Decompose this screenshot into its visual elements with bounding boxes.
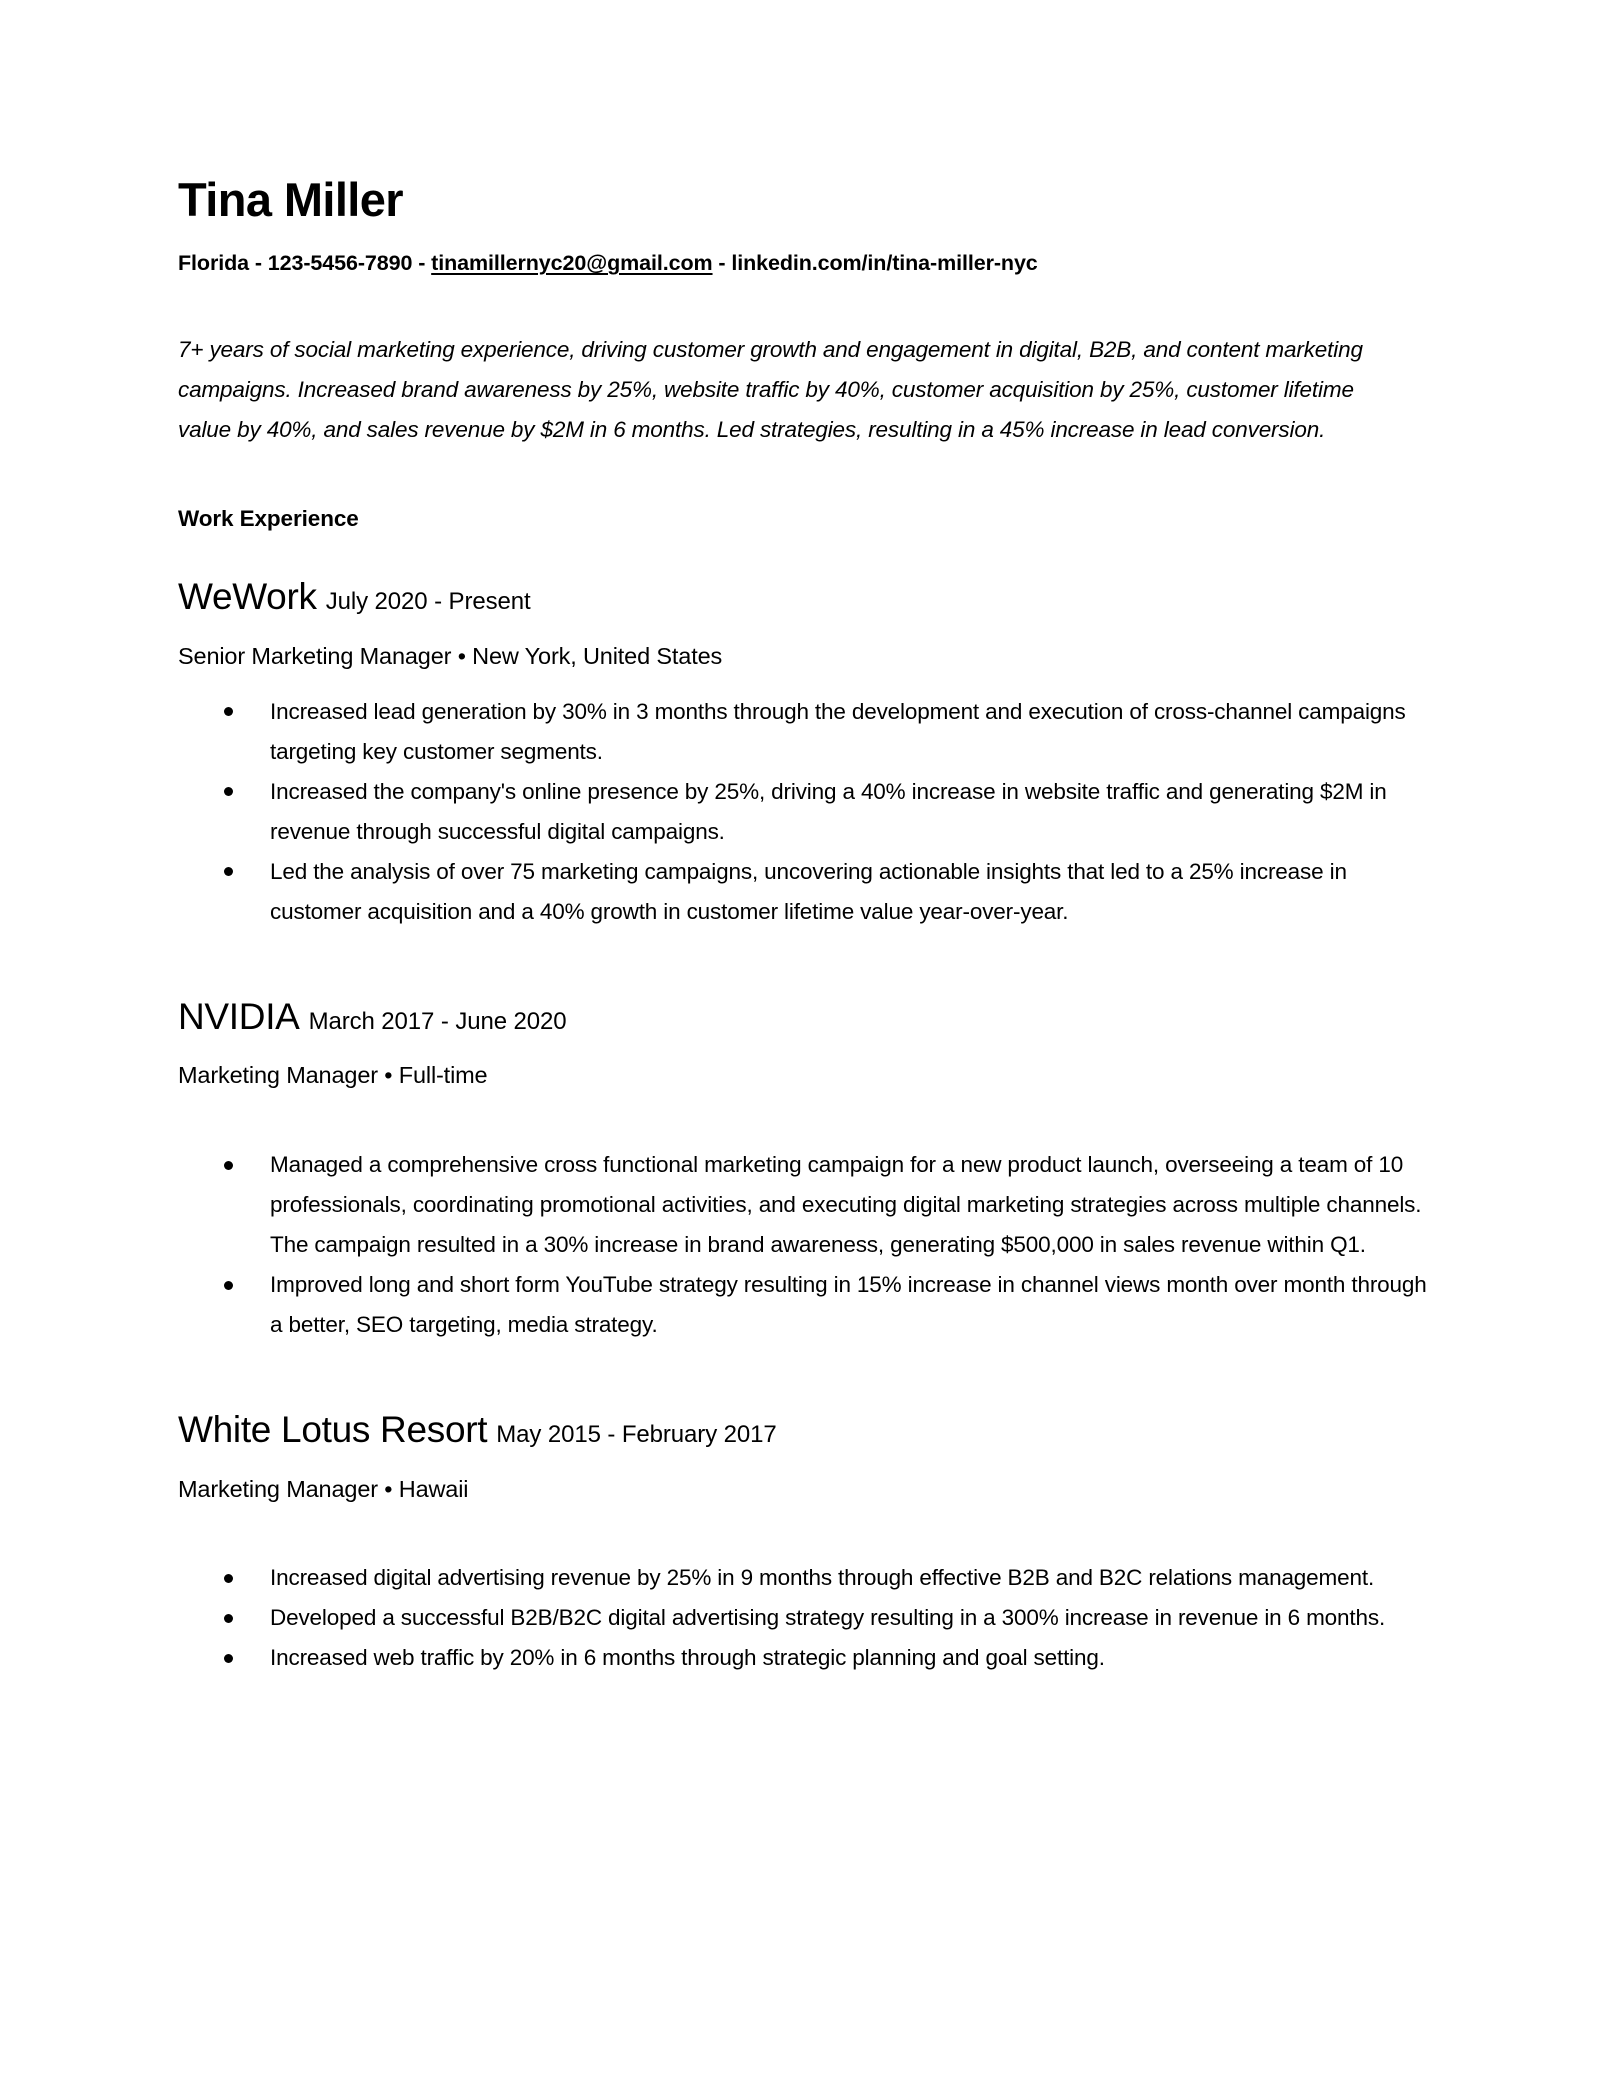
contact-line [178, 250, 1434, 278]
bullet-dot-icon [224, 1161, 233, 1170]
job-header [178, 576, 1434, 619]
job-bullet [178, 1558, 1434, 1598]
job-bullet-text: Increased web traffic by 20% in 6 months through strategic planning and goal setting. [270, 1645, 1105, 1671]
job-company: NVIDIA [178, 995, 300, 1037]
job-entry [178, 1409, 1434, 1678]
contact-email-link[interactable]: tinamillernyc20@gmail.com [431, 251, 713, 276]
spacer [178, 1353, 1434, 1409]
job-bullet [178, 1145, 1434, 1265]
professional-summary: 7+ years of social marketing experience, driving customer growth and engagement in digital, B2B, and content marketing campaigns. Increased brand awareness by 25%, website traffic by 40%, customer acquisition by 25%, customer lifetime value by 40%, and sales revenue by $2M in 6 months. Led strategies, resulting in a 45% increase in lead conversion. [178, 337, 1363, 443]
job-dates: July 2020 - Present [325, 588, 531, 616]
job-header [178, 996, 1434, 1039]
spacer [178, 1524, 1434, 1558]
contact-separator-3: - [712, 251, 732, 276]
job-bullet-text: Increased the company's online presence by 25%, driving a 40% increase in website traffic and generating $2M in revenue through successful digital campaigns. [270, 778, 1387, 844]
section-heading-work-experience: Work Experience [178, 506, 359, 532]
contact-separator-2: - [412, 251, 432, 276]
job-bullet-list [178, 1145, 1434, 1345]
contact-location: Florida [178, 251, 249, 276]
job-entry [178, 996, 1434, 1345]
job-bullet-text: Improved long and short form YouTube strategy resulting in 15% increase in channel views month over month through a better, SEO targeting, media strategy. [270, 1272, 1427, 1338]
spacer [178, 940, 1434, 996]
bullet-dot-icon [224, 1614, 233, 1623]
bullet-dot-icon [224, 1574, 233, 1583]
job-company: White Lotus Resort [178, 1409, 488, 1451]
job-bullet-text: Increased digital advertising revenue by 25% in 9 months through effective B2B and B2C relations management. [270, 1565, 1375, 1591]
job-bullet-list [178, 1558, 1434, 1678]
job-dates: May 2015 - February 2017 [496, 1421, 777, 1449]
job-bullet-text: Increased lead generation by 30% in 3 months through the development and execution of cross-channel campaigns targeting key customer segments. [270, 698, 1406, 764]
job-header [178, 1409, 1434, 1452]
job-entry [178, 576, 1434, 931]
job-bullet [178, 772, 1434, 852]
candidate-name: Tina Miller [178, 173, 403, 226]
contact-phone: 123-5456-7890 [267, 251, 413, 276]
job-bullet [178, 852, 1434, 932]
bullet-dot-icon [224, 1654, 233, 1663]
job-bullet [178, 1638, 1434, 1678]
job-dates: March 2017 - June 2020 [308, 1007, 567, 1035]
spacer [178, 1111, 1434, 1145]
contact-linkedin: linkedin.com/in/tina-miller-nyc [731, 251, 1038, 276]
job-bullet-text: Managed a comprehensive cross functional marketing campaign for a new product launch, overseeing a team of 10 professionals, coordinating promotional activities, and executing digital marketing strategies across multiple channels. The campaign resulted in a 30% increase in brand awareness, generating $500,000 in sales revenue within Q1. [270, 1151, 1422, 1257]
job-bullet-text: Developed a successful B2B/B2C digital advertising strategy resulting in a 300% increase in revenue in 6 months. [270, 1605, 1386, 1631]
job-bullet-list [178, 692, 1434, 932]
job-company: WeWork [178, 576, 317, 618]
bullet-dot-icon [224, 787, 233, 796]
job-bullet-text: Led the analysis of over 75 marketing campaigns, uncovering actionable insights that led to a 25% increase in customer acquisition and a 40% growth in customer lifetime value year-over-year. [270, 858, 1347, 924]
contact-separator-1: - [248, 251, 268, 276]
job-bullet [178, 1598, 1434, 1638]
job-bullet [178, 1265, 1434, 1345]
job-subtitle: Marketing Manager • Full-time [178, 1062, 488, 1089]
job-subtitle: Marketing Manager • Hawaii [178, 1475, 469, 1502]
job-subtitle: Senior Marketing Manager • New York, United States [178, 642, 723, 669]
bullet-dot-icon [224, 867, 233, 876]
bullet-dot-icon [224, 707, 233, 716]
job-bullet [178, 692, 1434, 772]
bullet-dot-icon [224, 1281, 233, 1290]
